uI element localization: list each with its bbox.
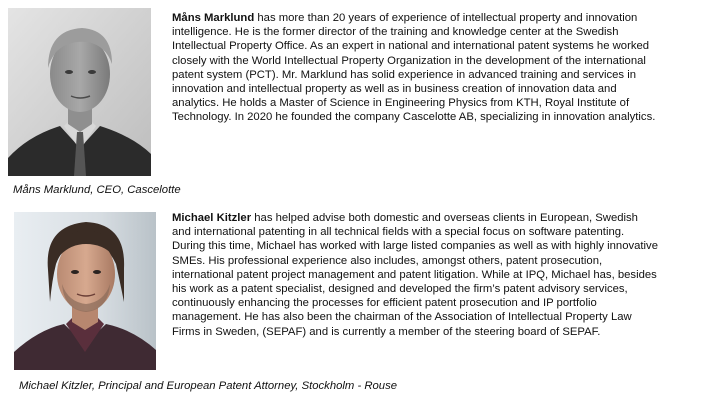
bio-marklund [172,11,658,125]
portrait-photo-marklund [8,8,151,176]
caption-marklund: Måns Marklund, CEO, Cascelotte [13,184,181,196]
portrait-photo-kitzler [14,212,156,370]
bio-text-marklund: has more than 20 years of experience of intellectual property and innovation intelligence. He is the former director of the training and knowledge center at the Swedish Intellectual Property Office. As an expert in national and international patent systems he worked closely with the World Intellectual Property Organization in the development of the international patent system (PCT). Mr. Marklund has solid experience in advanced training and services in innovation and intellectual property as well as in business creation of innovation data and analytics. He holds a Master of Science in Engineering Physics from KTH, Royal Institute of Technology. In 2020 he founded the company Cascelotte AB, specializing in innovation analytics. [172,12,656,124]
bio-kitzler [172,211,658,339]
bio-text-kitzler: has helped advise both domestic and overseas clients in European, Swedish and international patenting in all technical fields with a special focus on software patenting. During this time, Michael has worked with large listed companies as well as with highly innovative SMEs. His professional experience also includes, amongst others, patent prosecution, international patent project management and patent litigation. While at IPQ, Michael has, besides his work as a patent specialist, designed and developed the firm’s patent advisory services, continuously enhancing the processes for efficient patent prosecution and IP portfolio management. He has also been the chairman of the Association of Intellectual Property Law Firms in Sweden, (SEPAF) and is currently a member of the steering board of SEPAF. [172,212,658,338]
name-marklund: Måns Marklund [172,12,255,24]
name-kitzler: Michael Kitzler [172,212,252,224]
caption-kitzler: Michael Kitzler, Principal and European Patent Attorney, Stockholm - Rouse [19,380,398,392]
